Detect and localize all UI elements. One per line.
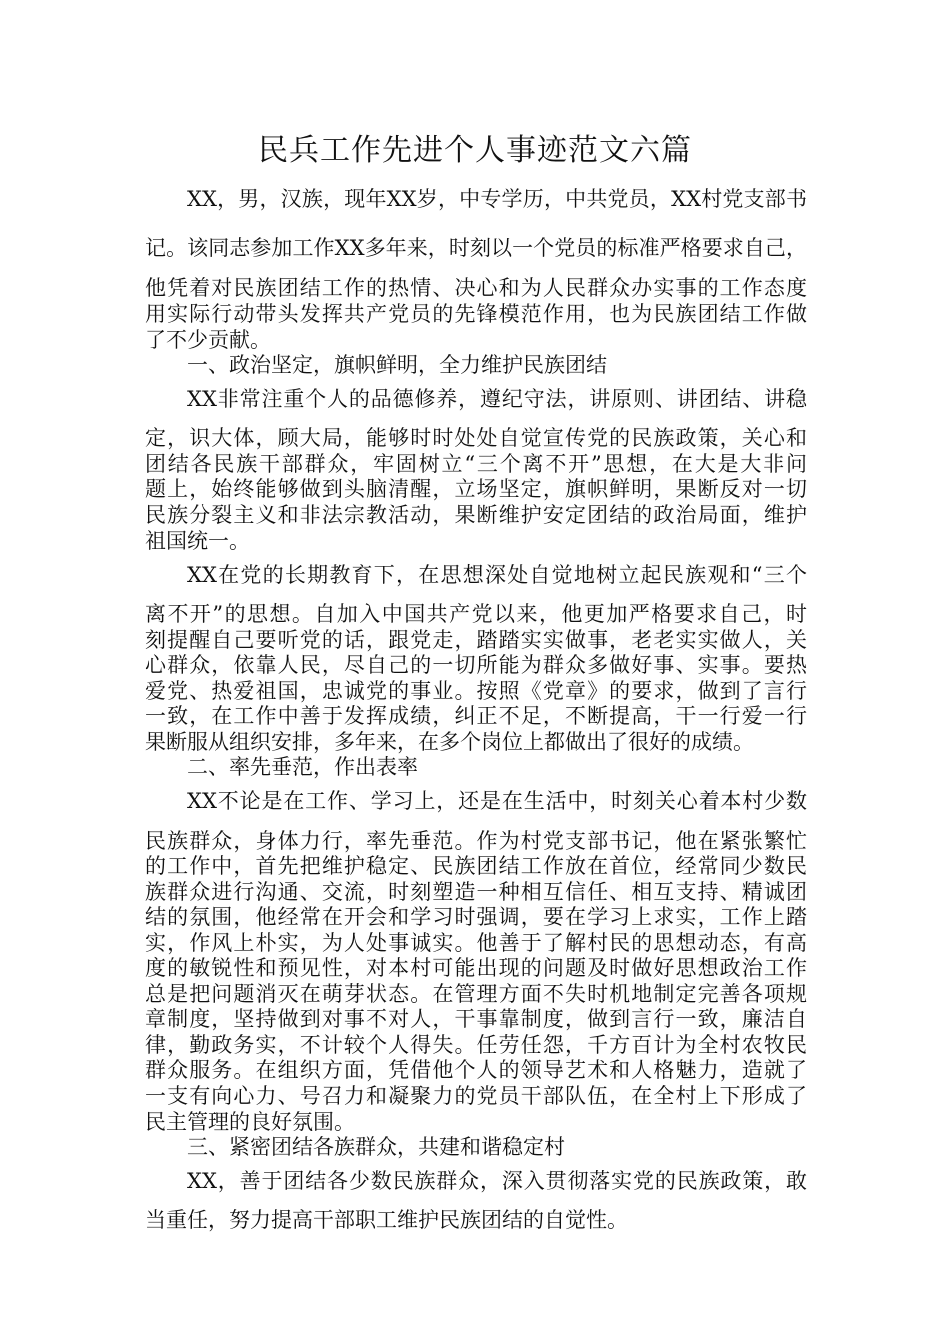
paragraph-line: 度的敏锐性和预见性，对本村可能出现的问题及时做好思想政治工作	[145, 956, 807, 980]
paragraph-line: 一致，在工作中善于发挥成绩，纠正不足，不断提高，干一行爱一行	[145, 704, 807, 728]
paragraph-line: XX，善于团结各少数民族群众，深入贯彻落实党的民族政策，敢	[187, 1169, 807, 1193]
paragraph-line: 他凭着对民族团结工作的热情、决心和为人民群众办实事的工作态度	[145, 276, 807, 300]
paragraph-line: 结的氛围，他经常在开会和学习时强调，要在学习上求实，工作上踏	[145, 905, 807, 929]
paragraph-line: 离不开”的思想。自加入中国共产党以来，他更加严格要求自己，时	[145, 602, 807, 626]
paragraph-line: 当重任，努力提高干部职工维护民族团结的自觉性。	[145, 1208, 628, 1232]
paragraph-line: 一支有向心力、号召力和凝聚力的党员干部队伍，在全村上下形成了	[145, 1084, 807, 1108]
paragraph-line: 章制度，坚持做到对事不对人，干事靠制度，做到言行一致，廉洁自	[145, 1007, 807, 1031]
paragraph-line: 记。该同志参加工作XX多年来，时刻以一个党员的标准严格要求自己，	[145, 236, 807, 260]
section-heading: 三、紧密团结各族群众，共建和谐稳定村	[187, 1135, 565, 1159]
paragraph-line: 定，识大体，顾大局，能够时时处处自觉宣传党的民族政策，关心和	[145, 426, 807, 450]
paragraph-line: 祖国统一。	[145, 529, 250, 553]
paragraph-line: XX，男，汉族，现年XX岁，中专学历，中共党员，XX村党支部书	[187, 187, 807, 211]
paragraph-line: 民族分裂主义和非法宗教活动，果断维护安定团结的政治局面，维护	[145, 503, 807, 527]
paragraph-line: XX不论是在工作、学习上，还是在生活中，时刻关心着本村少数	[187, 789, 807, 813]
paragraph-line: 果断服从组织安排，多年来，在多个岗位上都做出了很好的成绩。	[145, 730, 754, 754]
paragraph-line: 爱党、热爱祖国，忠诚党的事业。按照《党章》的要求，做到了言行	[145, 679, 807, 703]
section-heading: 二、率先垂范，作出表率	[187, 755, 418, 779]
paragraph-line: 民族群众，身体力行，率先垂范。作为村党支部书记，他在紧张繁忙	[145, 829, 807, 853]
paragraph-line: 了不少贡献。	[145, 328, 271, 352]
paragraph-line: 律，勤政务实，不计较个人得失。任劳任怨，千方百计为全村农牧民	[145, 1033, 807, 1057]
paragraph-line: 族群众进行沟通、交流，时刻塑造一种相互信任、相互支持、精诚团	[145, 880, 807, 904]
paragraph-line: XX在党的长期教育下，在思想深处自觉地树立起民族观和“三个	[187, 563, 807, 587]
section-heading: 一、政治坚定，旗帜鲜明，全力维护民族团结	[187, 353, 607, 377]
paragraph-line: XX非常注重个人的品德修养，遵纪守法，讲原则、讲团结、讲稳	[187, 387, 807, 411]
document-title: 民兵工作先进个人事迹范文六篇	[258, 133, 692, 168]
paragraph-line: 的工作中，首先把维护稳定、民族团结工作放在首位，经常同少数民	[145, 854, 807, 878]
paragraph-line: 总是把问题消灭在萌芽状态。在管理方面不失时机地制定完善各项规	[145, 982, 807, 1006]
paragraph-line: 民主管理的良好氛围。	[145, 1110, 355, 1134]
paragraph-line: 题上，始终能够做到头脑清醒，立场坚定，旗帜鲜明，果断反对一切	[145, 477, 807, 501]
paragraph-line: 实，作风上朴实，为人处事诚实。他善于了解村民的思想动态，有高	[145, 931, 807, 955]
paragraph-line: 心群众，依靠人民，尽自己的一切所能为群众多做好事、实事。要热	[145, 653, 807, 677]
paragraph-line: 用实际行动带头发挥共产党员的先锋模范作用，也为民族团结工作做	[145, 302, 807, 326]
paragraph-line: 群众服务。在组织方面，凭借他个人的领导艺术和人格魅力，造就了	[145, 1058, 807, 1082]
paragraph-line: 刻提醒自己要听党的话，跟党走，踏踏实实做事，老老实实做人，关	[145, 628, 807, 652]
paragraph-line: 团结各民族干部群众，牢固树立“三个离不开”思想，在大是大非问	[145, 452, 807, 476]
